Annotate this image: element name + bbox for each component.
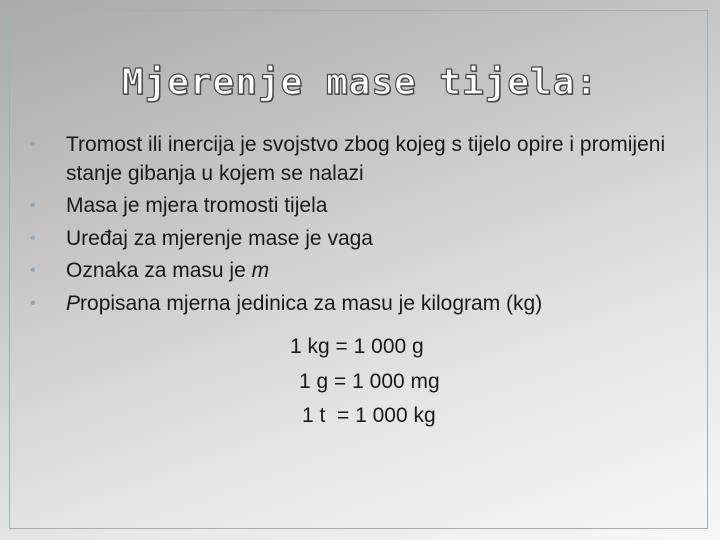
bullet-text: Tromost ili inercija je svojstvo zbog kojeg s tijelo opire i promijeni stanje gibanja u kojem se nalazi (66, 133, 666, 185)
bullet-dot-icon: • (30, 136, 36, 153)
bullet-dot-icon: • (30, 197, 36, 214)
equation-kg-g: 1 kg = 1 000 g (290, 335, 424, 358)
bullet-dot-icon: • (30, 262, 36, 279)
equation-t-kg: 1 t = 1 000 kg (302, 404, 436, 427)
mass-symbol: m (251, 259, 270, 282)
bullet-item (30, 192, 700, 221)
bullet-item (30, 131, 700, 188)
bullet-text: Masa je mjera tromosti tijela (66, 194, 328, 217)
bullet-list (30, 131, 700, 322)
bullet-text: Oznaka za masu je (66, 259, 252, 282)
bullet-item (30, 225, 700, 254)
bullet-item (30, 257, 700, 286)
bullet-text: Uređaj za mjerenje mase je vaga (66, 226, 373, 250)
bullet-text: ropisana mjerna jedinica za masu je kilogram (kg) (80, 291, 543, 315)
bullet-dot-icon: • (30, 229, 36, 247)
bullet-dot-icon: • (30, 294, 36, 312)
equation-g-mg: 1 g = 1 000 mg (299, 370, 440, 393)
slide-title: Mjerenje mase tijela: (121, 62, 599, 103)
bullet-italic-prefix: P (66, 291, 81, 315)
bullet-item (30, 290, 700, 319)
